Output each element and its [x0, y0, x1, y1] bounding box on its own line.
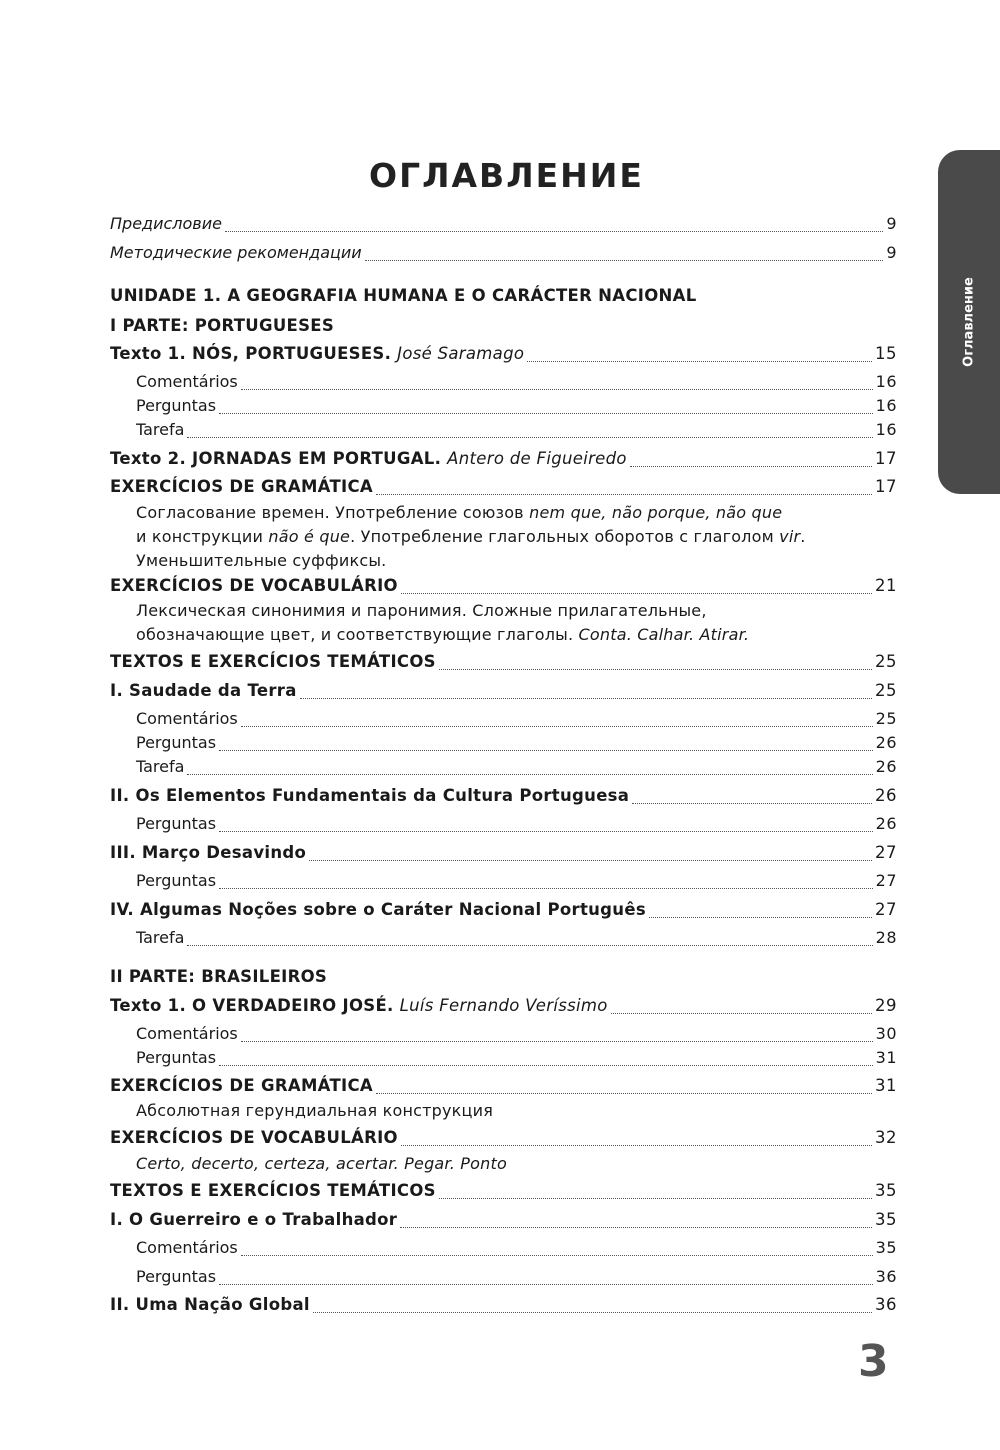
toc-entry-title: Tarefa — [136, 420, 185, 439]
toc-entry-title: Tarefa — [136, 928, 185, 947]
dot-leader — [219, 413, 873, 414]
toc-entry-text[interactable] — [110, 344, 897, 368]
dot-leader — [219, 1065, 873, 1066]
toc-subentry[interactable] — [136, 396, 897, 420]
toc-subentry[interactable] — [136, 372, 897, 396]
toc-page-number: 27 — [875, 871, 897, 890]
toc-page-number: 29 — [875, 996, 897, 1015]
dot-leader — [439, 1198, 872, 1199]
toc-entry-title: Perguntas — [136, 871, 217, 890]
toc-entry-title: EXERCÍCIOS DE GRAMÁTICA — [110, 1076, 373, 1095]
toc-entry-preface[interactable] — [110, 214, 897, 238]
dot-leader — [439, 669, 872, 670]
toc-entry-title: Методические рекомендации — [110, 243, 362, 262]
dot-leader — [401, 593, 872, 594]
toc-entry-title: EXERCÍCIOS DE GRAMÁTICA — [110, 477, 373, 496]
toc-entry-title: Perguntas — [136, 1048, 217, 1067]
toc-page-number: 25 — [875, 652, 897, 671]
toc-entry-title: I. Saudade da Terra — [110, 681, 297, 700]
toc-description — [136, 599, 749, 647]
toc-page-number: 26 — [875, 814, 897, 833]
toc-entry-title: Comentários — [136, 1024, 238, 1043]
page-title: ОГЛАВЛЕНИЕ — [369, 156, 644, 195]
dot-leader — [313, 1312, 872, 1313]
toc-entry-grammar[interactable] — [110, 477, 897, 501]
dot-leader — [632, 803, 872, 804]
toc-entry-thematic[interactable] — [110, 1181, 897, 1205]
toc-page-number: 32 — [875, 1128, 897, 1147]
dot-leader — [309, 860, 872, 861]
toc-entry-title: Предисловие — [110, 214, 222, 233]
toc-subentry[interactable] — [136, 814, 897, 838]
toc-subentry[interactable] — [136, 871, 897, 895]
dot-leader — [300, 698, 872, 699]
toc-subentry[interactable] — [136, 757, 897, 781]
dot-leader — [219, 888, 873, 889]
toc-entry-section[interactable] — [110, 786, 897, 810]
toc-subentry[interactable] — [136, 733, 897, 757]
toc-entry-title: EXERCÍCIOS DE VOCABULÁRIO — [110, 1128, 398, 1147]
toc-entry-section[interactable] — [110, 900, 897, 924]
toc-page-number: 26 — [875, 757, 897, 776]
dot-leader — [611, 1013, 872, 1014]
toc-description: Certo, decerto, certeza, acertar. Pegar. Ponto — [136, 1154, 507, 1173]
toc-page-number: 26 — [875, 733, 897, 752]
toc-entry-section[interactable] — [110, 843, 897, 867]
part-heading: I PARTE: PORTUGUESES — [110, 316, 335, 335]
toc-page-number: 28 — [875, 928, 897, 947]
page-number: 3 — [858, 1336, 889, 1387]
toc-page-number: 17 — [875, 449, 897, 468]
dot-leader — [187, 774, 872, 775]
toc-entry-section[interactable] — [110, 681, 897, 705]
toc-entry-author: José Saramago — [397, 344, 525, 363]
unit-heading: UNIDADE 1. A GEOGRAFIA HUMANA E O CARÁCTER NACIONAL — [110, 286, 697, 305]
toc-entry-title: III. Março Desavindo — [110, 843, 307, 862]
toc-entry-title: Texto 2. JORNADAS EM PORTUGAL. — [110, 449, 442, 468]
toc-page-number: 36 — [875, 1267, 897, 1286]
dot-leader — [241, 1041, 873, 1042]
toc-page-number: 25 — [875, 681, 897, 700]
toc-description — [136, 501, 806, 573]
toc-page-number: 25 — [875, 709, 897, 728]
description-line: обозначающие цвет, и соответствующие глаголы. Conta. Calhar. Atirar. — [136, 625, 750, 644]
toc-page-number: 26 — [875, 786, 897, 805]
toc-entry-title: EXERCÍCIOS DE VOCABULÁRIO — [110, 576, 398, 595]
dot-leader — [241, 1255, 873, 1256]
toc-page-number: 30 — [875, 1024, 897, 1043]
toc-entry-vocabulary[interactable] — [110, 1128, 897, 1152]
toc-entry-text[interactable] — [110, 449, 897, 473]
toc-entry-title: Comentários — [136, 709, 238, 728]
toc-subentry[interactable] — [136, 709, 897, 733]
toc-entry-title: TEXTOS E EXERCÍCIOS TEMÁTICOS — [110, 652, 436, 671]
toc-entry-title: Tarefa — [136, 757, 185, 776]
toc-entry-title: II. Uma Nação Global — [110, 1295, 310, 1314]
toc-subentry[interactable] — [136, 1024, 897, 1048]
dot-leader — [365, 260, 884, 261]
toc-description: Абсолютная герундиальная конструкция — [136, 1101, 494, 1120]
toc-entry-title: Texto 1. NÓS, PORTUGUESES. — [110, 344, 392, 363]
dot-leader — [187, 945, 872, 946]
dot-leader — [527, 361, 872, 362]
toc-entry-vocabulary[interactable] — [110, 576, 897, 600]
toc-entry-title: TEXTOS E EXERCÍCIOS TEMÁTICOS — [110, 1181, 436, 1200]
toc-entry-author: Luís Fernando Veríssimo — [399, 996, 608, 1015]
toc-page-number: 9 — [886, 214, 897, 233]
toc-entry-title: I. O Guerreiro e o Trabalhador — [110, 1210, 398, 1229]
dot-leader — [630, 466, 872, 467]
toc-page-number: 9 — [886, 243, 897, 262]
section-tab-label: Оглавление — [961, 277, 977, 367]
toc-entry-thematic[interactable] — [110, 652, 897, 676]
toc-page-number: 27 — [875, 843, 897, 862]
dot-leader — [187, 437, 872, 438]
toc-entry-title: II. Os Elementos Fundamentais da Cultura Portuguesa — [110, 786, 630, 805]
toc-page-number: 27 — [875, 900, 897, 919]
dot-leader — [401, 1145, 872, 1146]
dot-leader — [241, 726, 873, 727]
toc-page-number: 35 — [875, 1181, 897, 1200]
toc-page-number: 15 — [875, 344, 897, 363]
toc-entry-title: Perguntas — [136, 1267, 217, 1286]
description-line: и конструкции não é que. Употребление глагольных оборотов с глаголом vir. — [136, 527, 806, 546]
toc-entry-title: Comentários — [136, 372, 238, 391]
toc-subentry[interactable] — [136, 420, 897, 444]
description-line: Уменьшительные суффиксы. — [136, 551, 387, 570]
toc-entry-grammar[interactable] — [110, 1076, 897, 1100]
toc-subentry[interactable] — [136, 1048, 897, 1072]
dot-leader — [225, 231, 883, 232]
section-tab — [938, 150, 1000, 494]
toc-page-number: 35 — [875, 1238, 897, 1257]
toc-entry-title: Perguntas — [136, 396, 217, 415]
part-heading: II PARTE: BRASILEIROS — [110, 967, 328, 986]
toc-entry-title: Comentários — [136, 1238, 238, 1257]
dot-leader — [219, 1284, 873, 1285]
toc-subentry[interactable] — [136, 928, 897, 952]
toc-entry-title: Texto 1. O VERDADEIRO JOSÉ. — [110, 996, 394, 1015]
toc-page-number: 31 — [875, 1076, 897, 1095]
toc-entry-section[interactable] — [110, 1295, 897, 1319]
dot-leader — [219, 831, 873, 832]
toc-page-number: 21 — [875, 576, 897, 595]
toc-entry-section[interactable] — [110, 1210, 897, 1234]
toc-entry-author: Antero de Figueiredo — [447, 449, 627, 468]
toc-page-number: 35 — [875, 1210, 897, 1229]
dot-leader — [241, 389, 873, 390]
toc-page-number: 31 — [875, 1048, 897, 1067]
toc-entry-text[interactable] — [110, 996, 897, 1020]
toc-entry-title: Perguntas — [136, 733, 217, 752]
toc-page-number: 17 — [875, 477, 897, 496]
description-line: Лексическая синонимия и паронимия. Сложные прилагательные, — [136, 601, 707, 620]
toc-entry-methodology[interactable] — [110, 243, 897, 267]
dot-leader — [376, 494, 872, 495]
toc-page-number: 16 — [875, 420, 897, 439]
toc-entry-title: IV. Algumas Noções sobre o Caráter Nacional Português — [110, 900, 646, 919]
description-line: Согласование времен. Употребление союзов nem que, não porque, não que — [136, 503, 783, 522]
toc-page-number: 16 — [875, 372, 897, 391]
dot-leader — [219, 750, 873, 751]
toc-subentry[interactable] — [136, 1267, 897, 1291]
toc-subentry[interactable] — [136, 1238, 897, 1262]
toc-page-number: 16 — [875, 396, 897, 415]
toc-page-number: 36 — [875, 1295, 897, 1314]
toc-entry-title: Perguntas — [136, 814, 217, 833]
dot-leader — [649, 917, 872, 918]
dot-leader — [400, 1227, 872, 1228]
dot-leader — [376, 1093, 872, 1094]
